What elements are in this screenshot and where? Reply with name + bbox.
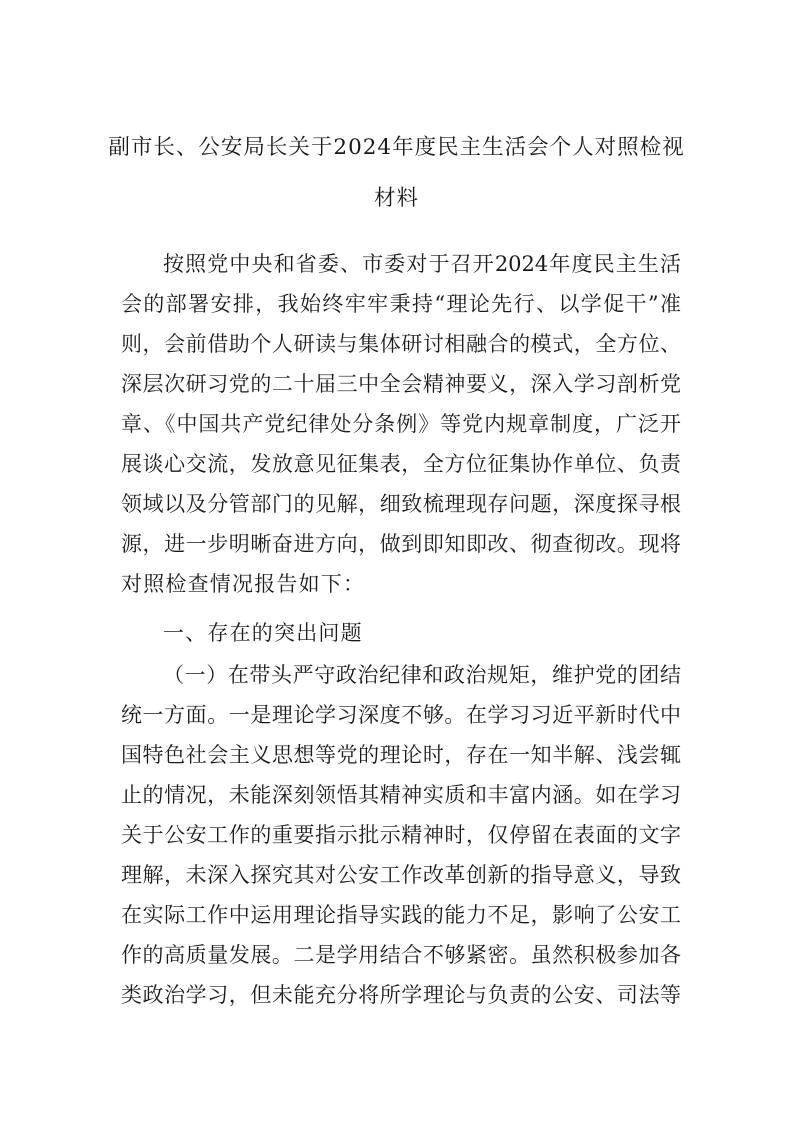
- paragraph-1-line: 章、《中国共产党纪律处分条例》等党内规章制度，广泛开: [121, 412, 681, 436]
- paragraph-2-line: （一）在带头严守政治纪律和政治规矩，维护党的团结: [163, 663, 681, 687]
- paragraph-1-line: 则，会前借助个人研读与集体研讨相融合的模式，全方位、: [121, 332, 681, 356]
- paragraph-1-line: 会的部署安排，我始终牢牢秉持“理论先行、以学促干”准: [121, 292, 681, 316]
- paragraph-2-line: 国特色社会主义思想等党的理论时，存在一知半解、浅尝辄: [121, 743, 681, 767]
- paragraph-2-line: 在实际工作中运用理论指导实践的能力不足，影响了公安工: [121, 903, 681, 927]
- paragraph-1-line: 源，进一步明晰奋进方向，做到即知即改、彻查彻改。现将: [121, 532, 681, 556]
- paragraph-2-line: 作的高质量发展。二是学用结合不够紧密。虽然积极参加各: [121, 943, 681, 967]
- section-1-heading: 一、存在的突出问题: [163, 621, 363, 645]
- document-title-line-2: 材料: [373, 186, 419, 211]
- paragraph-1-line: 对照检查情况报告如下：: [121, 572, 366, 596]
- paragraph-1-line: 展谈心交流，发放意见征集表，全方位征集协作单位、负责: [121, 452, 681, 476]
- paragraph-2-line: 类政治学习，但未能充分将所学理论与负责的公安、司法等: [121, 983, 681, 1007]
- paragraph-2-line: 止的情况，未能深刻领悟其精神实质和丰富内涵。如在学习: [121, 783, 681, 807]
- paragraph-2-line: 统一方面。一是理论学习深度不够。在学习习近平新时代中: [121, 703, 681, 727]
- document-title-line-1: 副市长、公安局长关于2024年度民主生活会个人对照检视: [108, 135, 685, 160]
- paragraph-2-line: 理解，未深入探究其对公安工作改革创新的指导意义，导致: [121, 863, 681, 887]
- paragraph-1-line: 深层次研习党的二十届三中全会精神要义，深入学习剖析党: [121, 372, 681, 396]
- paragraph-2-line: 关于公安工作的重要指示批示精神时，仅停留在表面的文字: [121, 823, 681, 847]
- paragraph-1-line: 领域以及分管部门的见解，细致梳理现存问题，深度探寻根: [121, 492, 681, 516]
- paragraph-1-line: 按照党中央和省委、市委对于召开2024年度民主生活: [163, 252, 681, 276]
